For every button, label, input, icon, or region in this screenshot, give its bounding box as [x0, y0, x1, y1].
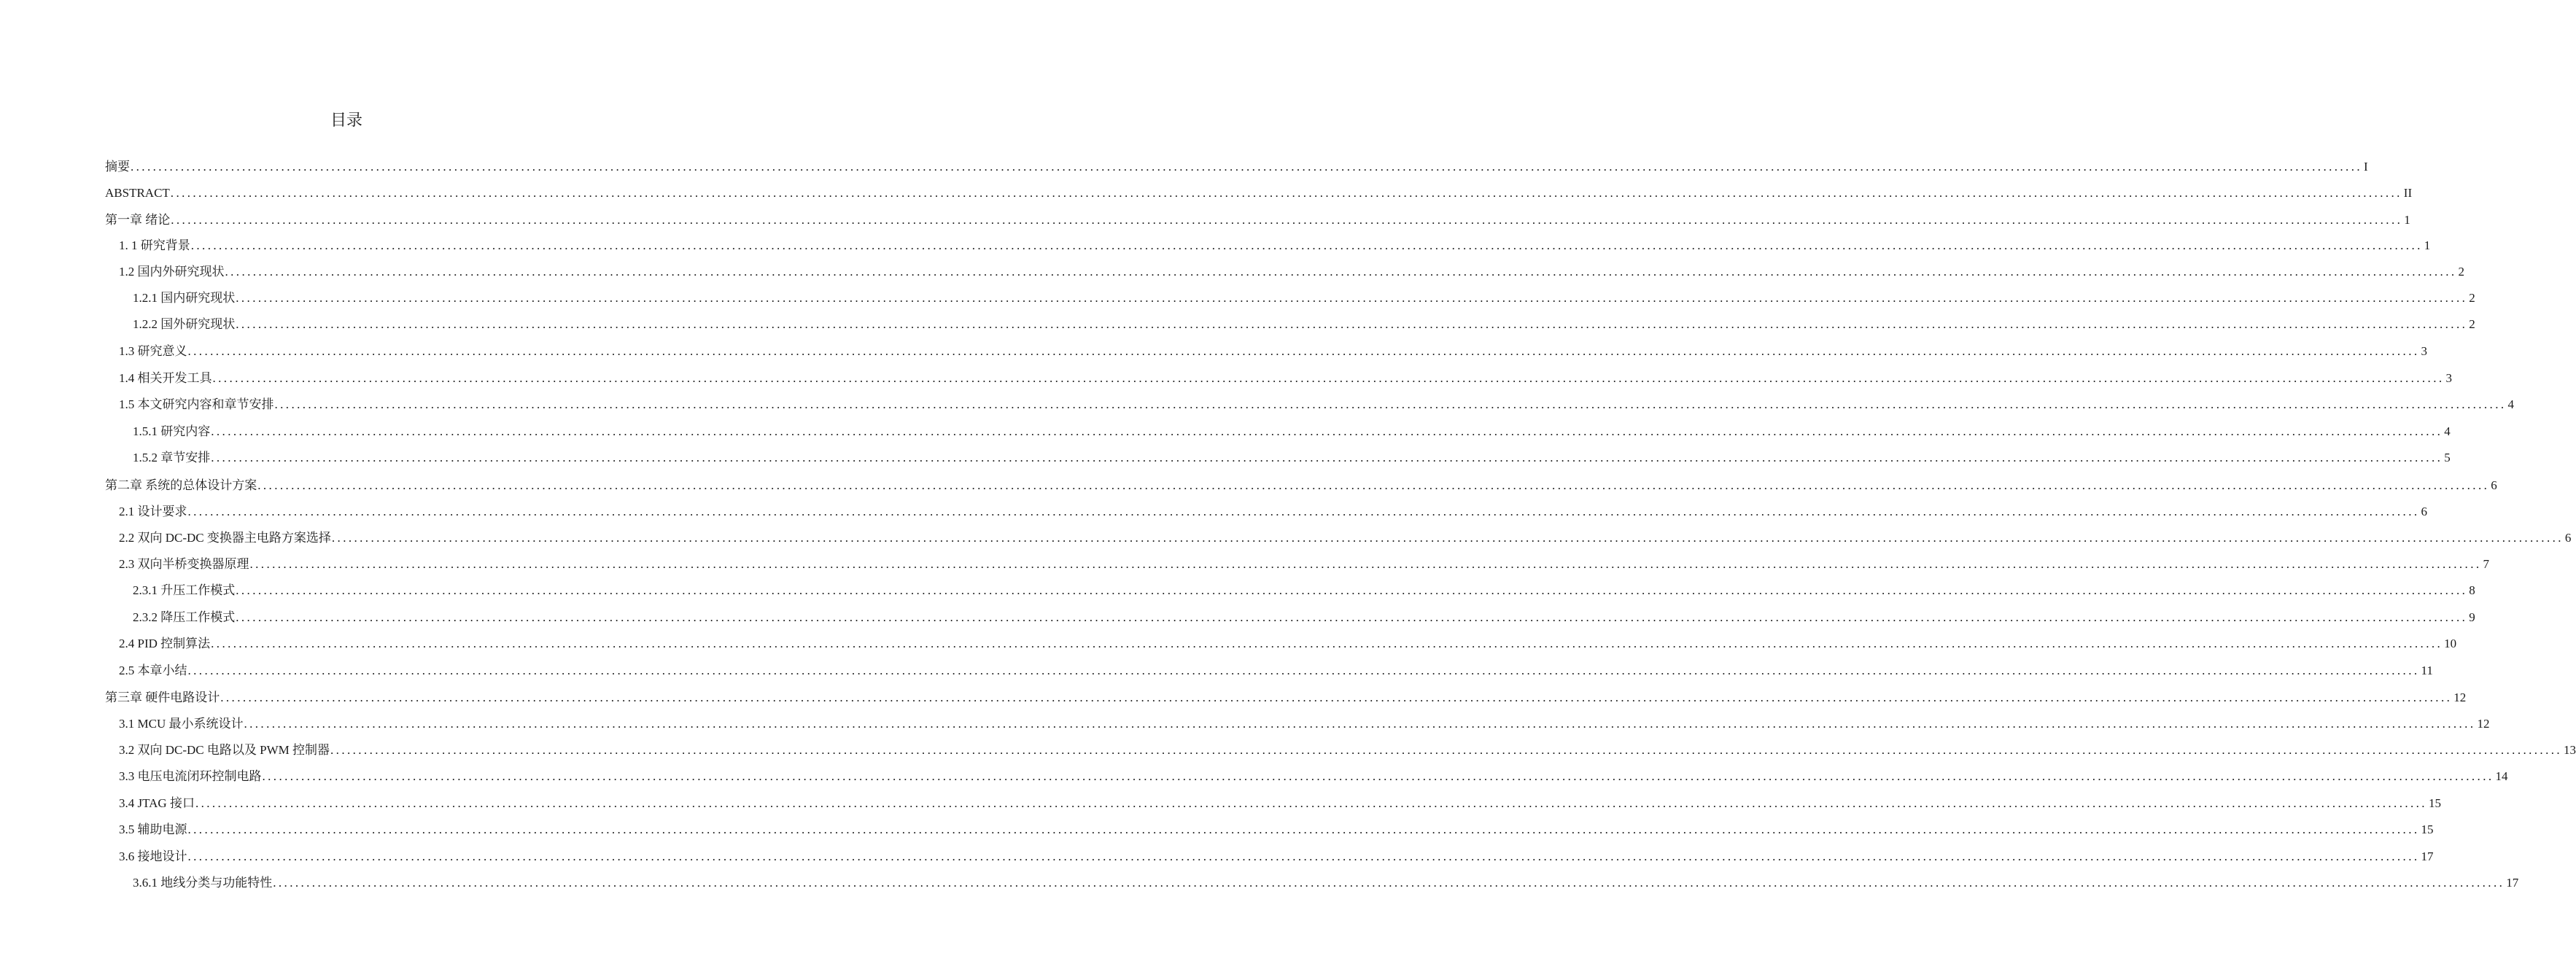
- toc-dot-leader: ................................................................................................................................................................................................................................................................................................................................................................................................................: [195, 796, 2427, 810]
- toc-entry-title: 1.5.2 章节安排: [133, 451, 211, 464]
- toc-dot-leader: ................................................................................................................................................................................................................................................................................................................................................................................................................: [190, 238, 2423, 252]
- toc-entry-page-number: 3: [2445, 371, 2452, 385]
- toc-dot-leader: ................................................................................................................................................................................................................................................................................................................................................................................................................: [211, 451, 2443, 464]
- toc-entry-page-number: 12: [2477, 717, 2490, 731]
- toc-dot-leader: ................................................................................................................................................................................................................................................................................................................................................................................................................: [220, 691, 2453, 704]
- toc-dot-leader: ................................................................................................................................................................................................................................................................................................................................................................................................................: [170, 186, 2402, 200]
- toc-entry-page-number: 1: [2424, 238, 2431, 252]
- toc-entry-title: 第二章 系统的总体设计方案: [105, 478, 257, 492]
- toc-entry-title: 3.4 JTAG 接口: [119, 796, 195, 810]
- toc-entry[interactable]: [133, 582, 2475, 599]
- toc-entry[interactable]: [119, 396, 2514, 413]
- toc-entry-page-number: 6: [2491, 478, 2497, 492]
- toc-dot-leader: ................................................................................................................................................................................................................................................................................................................................................................................................................: [257, 478, 2490, 492]
- toc-entry[interactable]: [119, 237, 2431, 254]
- toc-dot-leader: ................................................................................................................................................................................................................................................................................................................................................................................................................: [262, 769, 2494, 783]
- toc-dot-leader: ................................................................................................................................................................................................................................................................................................................................................................................................................: [236, 317, 2468, 331]
- toc-entry-page-number: 15: [2428, 796, 2441, 810]
- toc-entry-title: 1.2.2 国外研究现状: [133, 317, 236, 331]
- toc-entry-page-number: 2: [2469, 291, 2475, 305]
- toc-entry[interactable]: [105, 689, 2467, 707]
- toc-entry-title: 3.6 接地设计: [119, 849, 187, 863]
- toc-entry-page-number: 1: [2404, 213, 2410, 227]
- toc-dot-leader: ................................................................................................................................................................................................................................................................................................................................................................................................................: [274, 397, 2507, 411]
- toc-entry-page-number: 12: [2453, 691, 2467, 704]
- toc-dot-leader: ................................................................................................................................................................................................................................................................................................................................................................................................................: [131, 160, 2362, 174]
- toc-entry-title: 1.4 相关开发工具: [119, 371, 212, 385]
- toc-entry[interactable]: [105, 184, 2413, 202]
- toc-entry[interactable]: [119, 768, 2508, 785]
- toc-dot-leader: ................................................................................................................................................................................................................................................................................................................................................................................................................: [273, 876, 2505, 890]
- toc-dot-leader: ................................................................................................................................................................................................................................................................................................................................................................................................................: [171, 213, 2403, 227]
- toc-entry-page-number: 6: [2421, 505, 2427, 518]
- toc-entry-page-number: 17: [2506, 876, 2519, 890]
- toc-entry[interactable]: [119, 635, 2457, 653]
- toc-entry[interactable]: [119, 503, 2427, 521]
- toc-entry-page-number: 17: [2421, 849, 2434, 863]
- toc-entry-page-number: 7: [2483, 557, 2489, 571]
- toc-entry[interactable]: [105, 158, 2368, 176]
- toc-dot-leader: ................................................................................................................................................................................................................................................................................................................................................................................................................: [187, 849, 2420, 863]
- toc-entry-title: 3.3 电压电流闭环控制电路: [119, 769, 262, 783]
- toc-entry-title: 1. 1 研究背景: [119, 238, 190, 252]
- toc-entry-page-number: 8: [2469, 583, 2475, 597]
- toc-dot-leader: ................................................................................................................................................................................................................................................................................................................................................................................................................: [212, 371, 2445, 385]
- toc-entry-page-number: 2: [2458, 265, 2464, 279]
- toc-entry-page-number: 15: [2421, 822, 2434, 836]
- toc-entry-page-number: 6: [2564, 531, 2572, 545]
- toc-entry-page-number: II: [2403, 186, 2413, 200]
- toc-entry[interactable]: [119, 795, 2441, 812]
- toc-entry[interactable]: [133, 316, 2475, 333]
- toc-dot-leader: ................................................................................................................................................................................................................................................................................................................................................................................................................: [331, 531, 2564, 545]
- toc-entry[interactable]: [105, 211, 2410, 229]
- toc-entry-title: 摘要: [105, 160, 130, 174]
- toc-entry-title: 1.3 研究意义: [119, 344, 187, 358]
- toc-entry[interactable]: [119, 370, 2452, 387]
- toc-entry-title: 3.2 双向 DC-DC 电路以及 PWM 控制器: [119, 743, 330, 757]
- toc-entry-title: 3.6.1 地线分类与功能特性: [133, 876, 273, 890]
- toc-entry-page-number: I: [2364, 160, 2368, 174]
- toc-entry-page-number: 13: [2564, 743, 2576, 757]
- toc-entry[interactable]: [119, 715, 2490, 733]
- toc-entry-page-number: 4: [2507, 397, 2514, 411]
- toc-entry-title: 2.5 本章小结: [119, 664, 187, 677]
- toc-dot-leader: ................................................................................................................................................................................................................................................................................................................................................................................................................: [330, 743, 2563, 757]
- toc-entry-title: 2.3.2 降压工作模式: [133, 610, 236, 624]
- toc-entry[interactable]: [133, 449, 2451, 467]
- toc-entry[interactable]: [119, 263, 2464, 281]
- toc-entry-page-number: 9: [2469, 610, 2475, 624]
- toc-entry-title: 1.2.1 国内研究现状: [133, 291, 236, 305]
- toc-entry[interactable]: [105, 477, 2497, 494]
- toc-dot-leader: ................................................................................................................................................................................................................................................................................................................................................................................................................: [187, 344, 2420, 358]
- toc-entry[interactable]: [119, 343, 2427, 360]
- toc-entry-page-number: 14: [2495, 769, 2508, 783]
- toc-entry-title: 1.2 国内外研究现状: [119, 265, 225, 279]
- toc-entry[interactable]: [133, 609, 2475, 626]
- toc-entry[interactable]: [119, 662, 2433, 680]
- toc-entry-title: 2.3 双向半桥变换器原理: [119, 557, 249, 571]
- toc-dot-leader: ................................................................................................................................................................................................................................................................................................................................................................................................................: [236, 291, 2468, 305]
- toc-dot-leader: ................................................................................................................................................................................................................................................................................................................................................................................................................: [187, 822, 2420, 836]
- toc-entry-title: 第三章 硬件电路设计: [105, 691, 220, 704]
- toc-entry[interactable]: [133, 423, 2451, 440]
- toc-entry-title: ABSTRACT: [105, 186, 170, 200]
- toc-dot-leader: ................................................................................................................................................................................................................................................................................................................................................................................................................: [187, 505, 2420, 518]
- toc-title: 目录: [330, 112, 362, 130]
- toc-entry[interactable]: [119, 556, 2489, 573]
- toc-entry[interactable]: [119, 848, 2434, 866]
- toc-dot-leader: ................................................................................................................................................................................................................................................................................................................................................................................................................: [187, 664, 2420, 677]
- toc-entry[interactable]: [119, 742, 2576, 759]
- toc-entry-page-number: 5: [2444, 451, 2451, 464]
- toc-entry[interactable]: [133, 874, 2519, 892]
- toc-dot-leader: ................................................................................................................................................................................................................................................................................................................................................................................................................: [211, 637, 2443, 650]
- toc-entry[interactable]: [119, 529, 2572, 547]
- toc-entry-title: 1.5.1 研究内容: [133, 424, 211, 438]
- toc-entry-title: 2.3.1 升压工作模式: [133, 583, 236, 597]
- toc-entry-title: 2.4 PID 控制算法: [119, 637, 211, 650]
- toc-entry-page-number: 10: [2444, 637, 2457, 650]
- toc-entry-title: 第一章 绪论: [105, 213, 171, 227]
- toc-entry-page-number: 2: [2469, 317, 2475, 331]
- toc-entry-title: 3.1 MCU 最小系统设计: [119, 717, 244, 731]
- toc-dot-leader: ................................................................................................................................................................................................................................................................................................................................................................................................................: [236, 583, 2468, 597]
- toc-dot-leader: ................................................................................................................................................................................................................................................................................................................................................................................................................: [225, 265, 2457, 279]
- toc-entry-page-number: 3: [2421, 344, 2427, 358]
- toc-entry-title: 2.1 设计要求: [119, 505, 187, 518]
- toc-entry-title: 3.5 辅助电源: [119, 822, 187, 836]
- toc-entry-title: 2.2 双向 DC-DC 变换器主电路方案选择: [119, 531, 331, 545]
- toc-entry-page-number: 4: [2444, 424, 2451, 438]
- toc-dot-leader: ................................................................................................................................................................................................................................................................................................................................................................................................................: [236, 610, 2468, 624]
- toc-entry-page-number: 11: [2421, 664, 2433, 677]
- toc-dot-leader: ................................................................................................................................................................................................................................................................................................................................................................................................................: [244, 717, 2476, 731]
- toc-entry[interactable]: [119, 821, 2434, 839]
- toc-dot-leader: ................................................................................................................................................................................................................................................................................................................................................................................................................: [249, 557, 2482, 571]
- toc-entry-title: 1.5 本文研究内容和章节安排: [119, 397, 274, 411]
- toc-entry[interactable]: [133, 289, 2475, 307]
- toc-dot-leader: ................................................................................................................................................................................................................................................................................................................................................................................................................: [211, 424, 2443, 438]
